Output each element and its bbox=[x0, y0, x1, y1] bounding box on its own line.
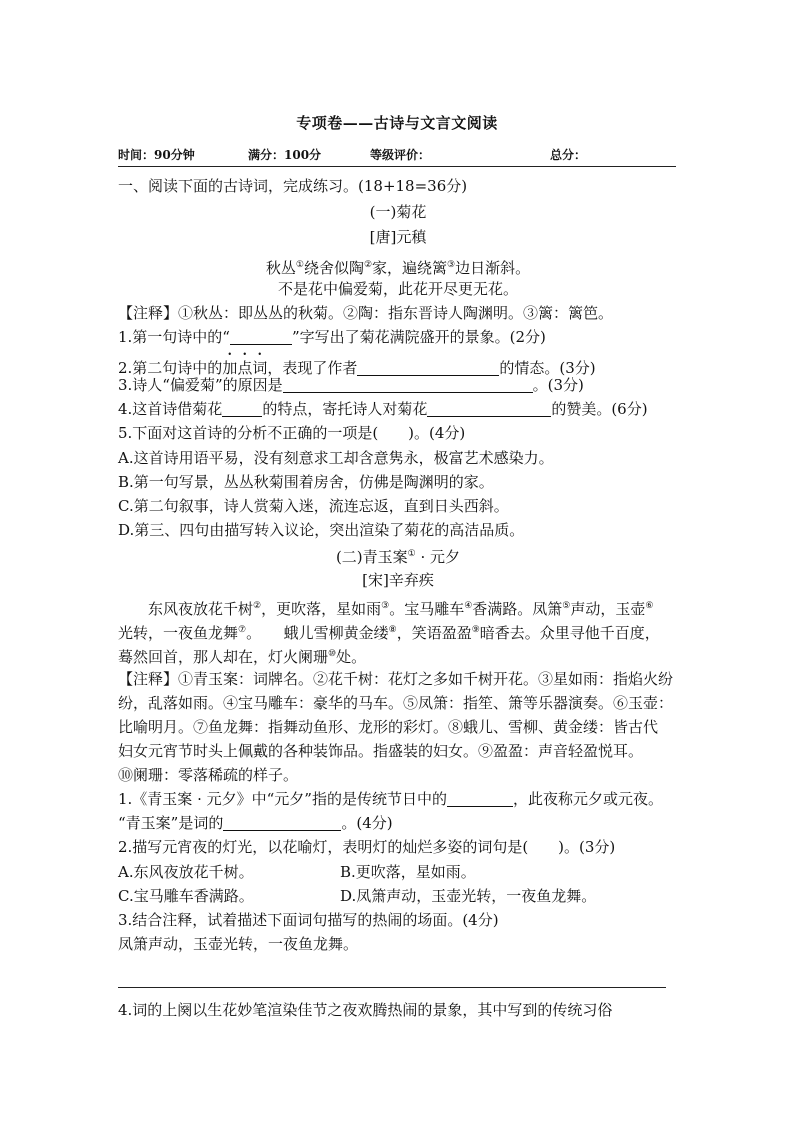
poem2-text-line-3: 蓦然回首，那人却在，灯火阑珊⑩处。 bbox=[118, 648, 367, 666]
poem2-note-1: 【注释】①青玉案：词牌名。②花千树：花灯之多如千树开花。③星如雨：指焰火纷 bbox=[118, 670, 674, 688]
poem2-question-1: 1.《青玉案 · 元夕》中“元夕”指的是传统节日中的 ，此夜称元夕或元夜。 bbox=[118, 790, 663, 808]
poem2-text-line-2: 光转，一夜鱼龙舞⑦。 蛾儿雪柳黄金缕⑧，笑语盈盈⑨暗香去。众里寻他千百度， bbox=[118, 624, 660, 642]
poem1-line1: 秋丛①绕舍似陶②家，遍绕篱③边日渐斜。 bbox=[265, 259, 531, 277]
header-divider bbox=[118, 166, 676, 167]
poem1-line2: 不是花中偏爱菊，此花开尽更无花。 bbox=[277, 280, 518, 298]
poem2-option-row-2 bbox=[118, 885, 678, 907]
poem1-option-d: D.第三、四句由描写转入议论，突出渲染了菊花的高洁品质。 bbox=[118, 521, 525, 539]
poem2-option-row-1 bbox=[118, 861, 678, 883]
poem2-option-d: D.凤箫声动，玉壶光转，一夜鱼龙舞。 bbox=[340, 887, 597, 905]
poem1-question-1: 1.第一句诗中的“ ”字写出了菊花满院盛开的景象。(2分) bbox=[118, 328, 546, 346]
poem2-title: (二)青玉案① · 元夕 bbox=[335, 548, 461, 566]
answer-blank[interactable] bbox=[427, 400, 551, 417]
answer-blank[interactable] bbox=[447, 790, 513, 807]
poem2-option-c: C.宝马雕车香满路。 bbox=[118, 887, 254, 905]
answer-blank[interactable] bbox=[283, 376, 533, 393]
answer-blank[interactable] bbox=[222, 400, 262, 417]
page-title: 专项卷——古诗与文言文阅读 bbox=[296, 114, 498, 132]
poem2-question-4: 4.词的上阕以生花妙笔渲染佳节之夜欢腾热闹的景象，其中写到的传统习俗 bbox=[118, 1001, 613, 1019]
answer-blank[interactable] bbox=[230, 328, 292, 345]
exam-grade-eval: 等级评价： bbox=[370, 148, 431, 162]
poem2-question-1-cont: “青玉案”是词的 。(4分) bbox=[118, 814, 393, 832]
poem2-option-a: A.东风夜放花千树。 bbox=[118, 863, 254, 881]
section-heading: 一、阅读下面的古诗词，完成练习。(18+18=36分) bbox=[118, 177, 468, 195]
poem1-option-b: B.第一句写景，丛丛秋菊围着房舍，仿佛是陶渊明的家。 bbox=[118, 473, 494, 491]
poem1-author: [唐]元稹 bbox=[369, 228, 427, 246]
poem2-text-line-1: 东风夜放花千树②，更吹落，星如雨③。宝马雕车④香满路。凤箫⑤声动，玉壶⑥ bbox=[148, 600, 654, 618]
poem2-note-5: ⑩阑珊：零落稀疏的样子。 bbox=[118, 766, 299, 784]
poem2-question-2: 2.描写元宵夜的灯光，以花喻灯，表明灯的灿烂多姿的词句是( )。(3分) bbox=[118, 838, 616, 856]
poem1-question-2: 2.第二句诗中的加点词，表现了作者 的情态。(3分) bbox=[118, 359, 596, 377]
poem1-note: 【注释】①秋丛：即丛丛的秋菊。②陶：指东晋诗人陶渊明。③篱：篱笆。 bbox=[118, 304, 614, 322]
poem1-question-4: 4.这首诗借菊花 的特点，寄托诗人对菊花 的赞美。(6分) bbox=[118, 400, 648, 418]
poem1-question-3: 3.诗人“偏爱菊”的原因是 。(3分) bbox=[118, 376, 584, 394]
poem2-question-3-text: 凤箫声动，玉壶光转，一夜鱼龙舞。 bbox=[118, 935, 359, 953]
answer-blank[interactable] bbox=[223, 814, 341, 831]
poem2-note-3: 比喻明月。⑦鱼龙舞：指舞动鱼形、龙形的彩灯。⑧蛾儿、雪柳、黄金缕：皆古代 bbox=[118, 718, 659, 736]
poem2-question-3: 3.结合注释，试着描述下面词句描写的热闹的场面。(4分) bbox=[118, 911, 499, 929]
poem2-author: [宋]辛弃疾 bbox=[362, 571, 434, 589]
poem2-note-4: 妇女元宵节时头上佩戴的各种装饰品。指盛装的妇女。⑨盈盈：声音轻盈悦耳。 bbox=[118, 742, 644, 760]
poem1-option-c: C.第二句叙事，诗人赏菊入迷，流连忘返，直到日头西斜。 bbox=[118, 497, 509, 515]
poem2-option-b: B.更吹落，星如雨。 bbox=[340, 863, 476, 881]
poem1-question-5: 5.下面对这首诗的分析不正确的一项是( )。(4分) bbox=[118, 424, 466, 442]
exam-time: 时间：90分钟 bbox=[118, 148, 195, 162]
poem2-note-2: 纷，乱落如雨。④宝马雕车：豪华的马车。⑤凤箫：指笙、箫等乐器演奏。⑥玉壶： bbox=[118, 694, 674, 712]
poem1-title: (一)菊花 bbox=[369, 203, 427, 221]
exam-total-score: 总分： bbox=[550, 148, 587, 162]
exam-full-score: 满分：100分 bbox=[248, 148, 322, 162]
poem1-option-a: A.这首诗用语平易，没有刻意求工却含意隽永，极富艺术感染力。 bbox=[118, 449, 554, 467]
answer-line[interactable] bbox=[118, 987, 666, 988]
